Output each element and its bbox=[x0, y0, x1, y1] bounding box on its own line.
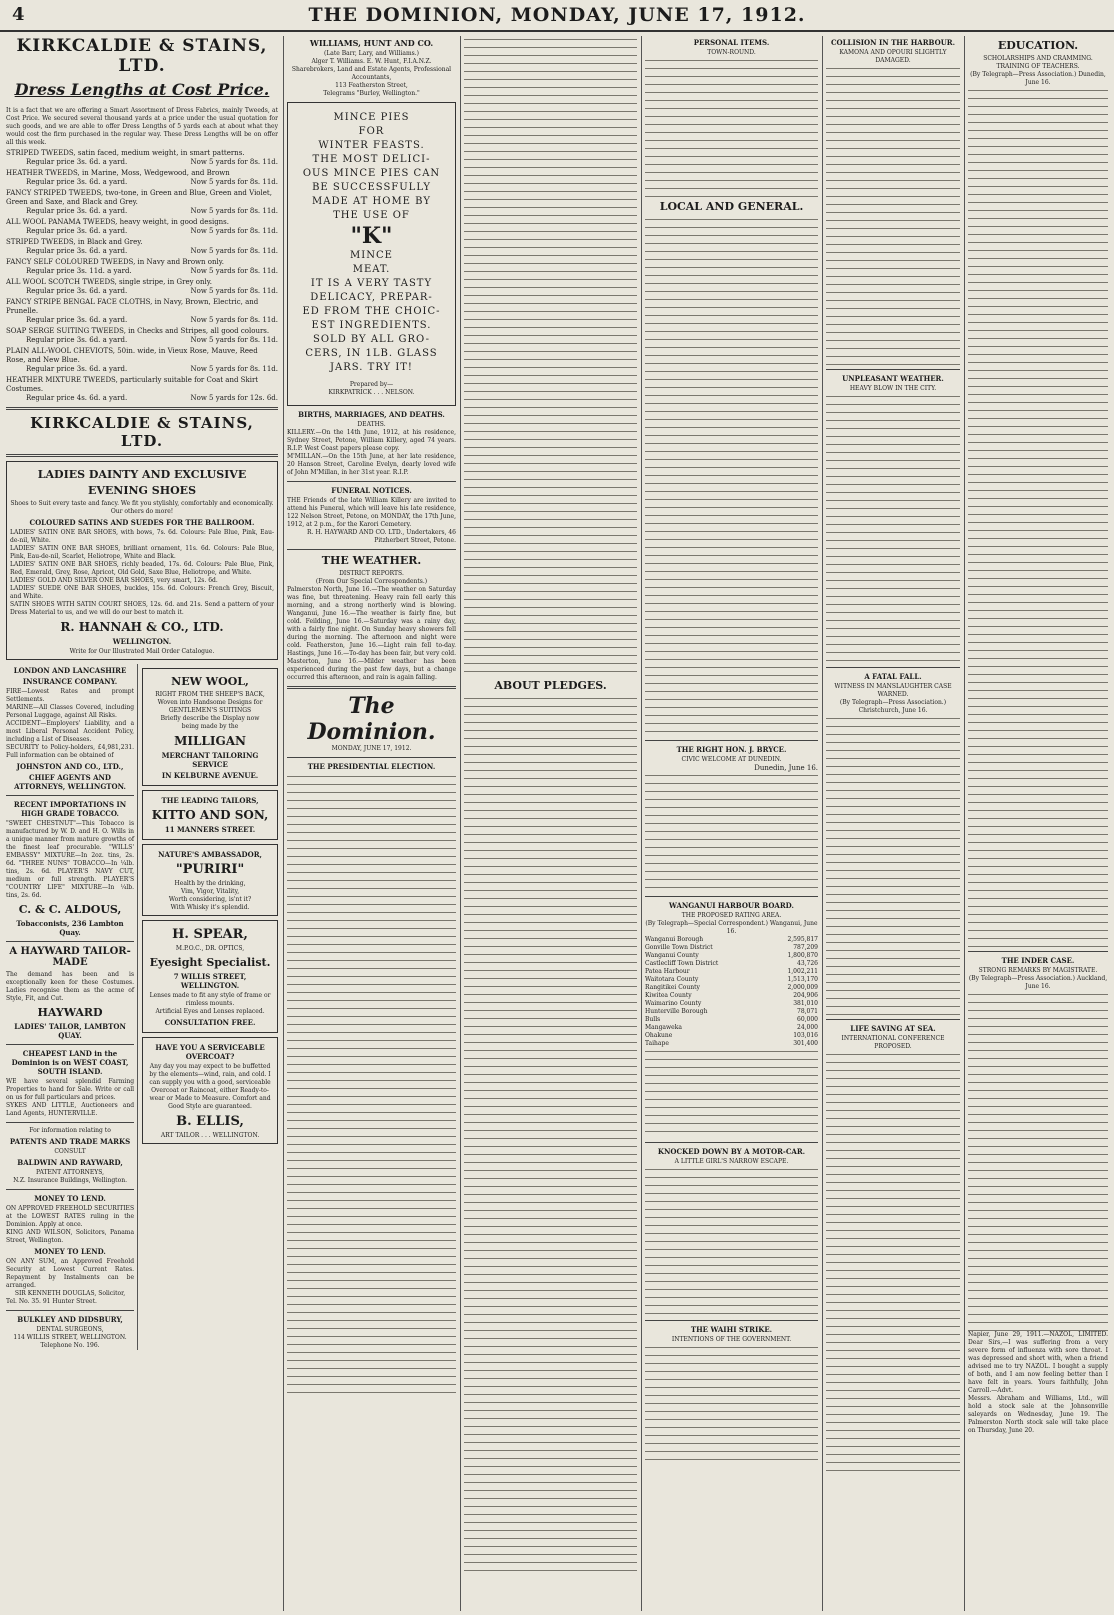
dress-item-name: ALL WOOL SCOTCH TWEEDS, single stripe, in Grey only. bbox=[6, 278, 212, 286]
fatal-title: A FATAL FALL. bbox=[864, 672, 922, 681]
puriri-line: With Whisky it's splendid. bbox=[170, 904, 250, 911]
patents-firm: BALDWIN AND RAYWARD, bbox=[17, 1158, 123, 1167]
new-wool-addr: IN KELBURNE AVENUE. bbox=[161, 771, 259, 780]
inder-sub: STRONG REMARKS BY MAGISTRATE. bbox=[978, 967, 1098, 974]
column-4 bbox=[645, 36, 818, 1611]
rating-area-name: Bulls bbox=[645, 1016, 661, 1023]
kitto-addr: 11 MANNERS STREET. bbox=[164, 825, 256, 834]
patents-addr: N.Z. Insurance Buildings, Wellington. bbox=[13, 1177, 127, 1184]
dress-item-name: STRIPED TWEEDS, satin faced, medium weight, in smart patterns. bbox=[6, 149, 245, 157]
mince-line: JARS. TRY IT! bbox=[330, 362, 413, 373]
rating-area-name: Kiwitea County bbox=[645, 992, 692, 999]
rating-area-value: 787,209 bbox=[793, 944, 818, 951]
dress-length-item bbox=[6, 327, 278, 345]
collision-text bbox=[826, 65, 960, 365]
aldous-firm: C. & C. ALDOUS, bbox=[18, 903, 122, 916]
waihi-title: THE WAIHI STRIKE. bbox=[690, 1325, 773, 1334]
dress-item-now: Now 5 yards for 8s. 11d. bbox=[190, 316, 278, 324]
dress-item-now: Now 5 yards for 8s. 11d. bbox=[190, 267, 278, 275]
dress-item-name: FANCY STRIPE BENGAL FACE CLOTHS, in Navy, Brown, Electric, and Prunelle. bbox=[6, 298, 259, 315]
ellis-title: HAVE YOU A SERVICEABLE OVERCOAT? bbox=[155, 1043, 265, 1061]
dress-length-item bbox=[6, 258, 278, 276]
dress-length-item bbox=[6, 298, 278, 325]
lifesaving-sub: INTERNATIONAL CONFERENCE PROPOSED. bbox=[841, 1035, 945, 1050]
leader-continued-text bbox=[464, 36, 637, 676]
personal-text bbox=[645, 57, 818, 197]
masthead bbox=[0, 0, 1114, 32]
death-notice: M'MILLAN.—On the 15th June, at her late residence, 20 Hanson Street, Caroline Evelyn, dearly loved wife of John M'Millan, in her 31st year. R.I.P. bbox=[287, 453, 456, 476]
collision-title: COLLISION IN THE HARBOUR. bbox=[830, 38, 956, 47]
dress-item-price-row bbox=[6, 336, 278, 345]
lifesaving-text bbox=[826, 1051, 960, 1471]
bryce-title: THE RIGHT HON. J. BRYCE. bbox=[676, 745, 787, 754]
bryce-text bbox=[645, 772, 818, 892]
column-3 bbox=[464, 36, 637, 1611]
waihi-sub: INTENTIONS OF THE GOVERNMENT. bbox=[671, 1336, 792, 1343]
rating-area-value: 204,906 bbox=[793, 992, 818, 999]
patents-title: PATENTS AND TRADE MARKS bbox=[9, 1137, 131, 1146]
dress-item-regular: Regular price 3s. 6d. a yard. bbox=[26, 287, 128, 295]
dress-item-now: Now 5 yards for 8s. 11d. bbox=[190, 287, 278, 295]
dress-item-price-row bbox=[6, 394, 278, 403]
page-number: 4 bbox=[12, 4, 25, 25]
spear-body: Lenses made to fit any style of frame or rimless mounts. bbox=[149, 992, 271, 1007]
bulkley-title: BULKLEY AND DIDSBURY, bbox=[17, 1315, 123, 1324]
education-title: EDUCATION. bbox=[997, 39, 1079, 52]
rating-area-name: Waimarino County bbox=[645, 1000, 702, 1007]
dress-item-now: Now 5 yards for 12s. 6d. bbox=[190, 394, 278, 402]
death-notice: KILLERY.—On the 14th June, 1912, at his residence, Sydney Street, Petone, William Killery, aged 74 years. R.I.P. West Coast papers please copy. bbox=[287, 429, 456, 452]
hayward-sub: LADIES' TAILOR, LAMBTON QUAY. bbox=[14, 1022, 126, 1040]
wanganui-title: WANGANUI HARBOUR BOARD. bbox=[669, 901, 794, 910]
dress-item-name: STRIPED TWEEDS, in Black and Grey. bbox=[6, 238, 143, 246]
dress-item-now: Now 5 yards for 8s. 11d. bbox=[190, 207, 278, 215]
mince-line: WINTER FEASTS. bbox=[318, 140, 425, 151]
new-wool-ad bbox=[142, 668, 278, 786]
dress-item-regular: Regular price 4s. 6d. a yard. bbox=[26, 394, 128, 402]
personal-sub: TOWN-ROUND. bbox=[707, 49, 756, 56]
rating-area-value: 24,000 bbox=[797, 1024, 818, 1031]
rating-row bbox=[645, 992, 818, 1000]
spear-addr: 7 WILLIS STREET, WELLINGTON. bbox=[173, 972, 247, 990]
rating-area-value: 301,400 bbox=[793, 1040, 818, 1047]
dress-item-name: HEATHER MIXTURE TWEEDS, particularly suitable for Coat and Skirt Costumes. bbox=[6, 376, 259, 393]
rating-area-name: Hunterville Borough bbox=[645, 1008, 708, 1015]
hannah-note: Write for Our Illustrated Mail Order Catalogue. bbox=[69, 648, 215, 655]
insurance-line: ACCIDENT—Employers' Liability, and a most Liberal Personal Accident Policy, including a List of Diseases. bbox=[6, 720, 135, 743]
dress-item-price-row bbox=[6, 227, 278, 236]
dress-item-price-row bbox=[6, 207, 278, 216]
weather-title: THE WEATHER. bbox=[321, 554, 422, 567]
williams-title: WILLIAMS, HUNT AND CO. bbox=[309, 38, 434, 48]
rating-area-value: 78,071 bbox=[797, 1008, 818, 1015]
mince-line: MINCE bbox=[350, 250, 393, 261]
aldous-addr: Tobacconists, 236 Lambton Quay. bbox=[16, 919, 124, 937]
puriri-line: Vim, Vigor, Vitality, bbox=[180, 888, 240, 895]
money-firm-2: SIR KENNETH DOUGLAS, Solicitor, bbox=[14, 1290, 126, 1297]
rating-area-name: Patea Harbour bbox=[645, 968, 690, 975]
dress-item-regular: Regular price 3s. 6d. a yard. bbox=[26, 178, 128, 186]
patents-sub: PATENT ATTORNEYS, bbox=[36, 1169, 105, 1176]
inder-text bbox=[968, 991, 1108, 1331]
hayward-body: The demand has been and is exceptionally keen for these Costumes. Ladies recognise them as the acme of Style, Fit, and Cut. bbox=[6, 971, 135, 1002]
dress-length-item bbox=[6, 347, 278, 374]
patents-consult: CONSULT bbox=[54, 1148, 86, 1155]
education-sub: SCHOLARSHIPS AND CRAMMING. bbox=[983, 55, 1093, 62]
pledges-text bbox=[464, 695, 637, 1575]
kitto-ad bbox=[142, 790, 278, 840]
rating-area-name: Castlecliff Town District bbox=[645, 960, 719, 967]
williams-sub: (Late Barr, Lary, and Williams.) bbox=[323, 50, 419, 57]
london-title: LONDON AND LANCASHIRE bbox=[13, 666, 127, 675]
kitto-firm: KITTO AND SON, bbox=[151, 808, 269, 822]
shoe-item: LADIES' GOLD AND SILVER ONE BAR SHOES, very smart, 12s. 6d. bbox=[10, 577, 218, 584]
rating-area-value: 1,800,870 bbox=[787, 952, 818, 959]
mince-line: IT IS A VERY TASTY bbox=[310, 278, 433, 289]
williams-desc: Sharebrokers, Land and Estate Agents, Professional Accountants, bbox=[291, 66, 452, 81]
masthead-title: THE DOMINION, MONDAY, JUNE 17, 1912. bbox=[308, 4, 806, 26]
rating-row bbox=[645, 1024, 818, 1032]
mince-line: ED FROM THE CHOIC- bbox=[302, 306, 441, 317]
dress-item-name: ALL WOOL PANAMA TWEEDS, heavy weight, in good designs. bbox=[6, 218, 229, 226]
new-wool-line: Woven into Handsome Designs for bbox=[157, 699, 263, 706]
spear-consultation: CONSULTATION FREE. bbox=[164, 1018, 256, 1027]
dress-item-now: Now 5 yards for 8s. 11d. bbox=[190, 178, 278, 186]
dominion-title: The Dominion. bbox=[307, 693, 436, 745]
dress-item-regular: Regular price 3s. 6d. a yard. bbox=[26, 158, 128, 166]
rating-row bbox=[645, 1008, 818, 1016]
personal-title: PERSONAL ITEMS. bbox=[693, 38, 770, 47]
new-wool-line: Briefly describe the Display now bbox=[160, 715, 260, 722]
column-rule bbox=[283, 36, 284, 1611]
puriri-pre: NATURE'S AMBASSADOR, bbox=[158, 850, 262, 859]
ellis-addr: ART TAILOR . . . WELLINGTON. bbox=[160, 1132, 260, 1139]
weather-sub: DISTRICT REPORTS. bbox=[339, 570, 404, 577]
nazol-text: Napier, June 29, 1911.—NAZOL, LIMITED. Dear Sirs,—I was suffering from a very severe form of influenza with sore throat. I was depressed and short with, when a friend advised me to try NAZOL. I bought a supply of both, and I am now feeling better than I have felt in years. Yours faithfully, John Carroll.—Advt. bbox=[968, 1331, 1108, 1394]
rating-area-name: Taihape bbox=[645, 1040, 669, 1047]
stock-sale-note: Messrs. Abraham and Williams, Ltd., will hold a stock sale at the Johnsonville saleyards on Wednesday, June 19. The Palmerston North stock sale will take place on Thursday, June 20. bbox=[968, 1395, 1108, 1434]
dress-item-now: Now 5 yards for 8s. 11d. bbox=[190, 227, 278, 235]
births-title: BIRTHS, MARRIAGES, AND DEATHS. bbox=[298, 410, 445, 419]
leader-body-text bbox=[287, 773, 456, 1393]
dress-item-now: Now 5 yards for 8s. 11d. bbox=[190, 158, 278, 166]
dress-length-item bbox=[6, 278, 278, 296]
hannah-heading-2: EVENING SHOES bbox=[87, 484, 197, 497]
pledges-title: ABOUT PLEDGES. bbox=[494, 679, 607, 692]
mince-meat-ad bbox=[287, 102, 456, 406]
funeral-firm: R. H. HAYWARD AND CO. LTD., Undertakers, 46 Pitzherbert Street, Petone. bbox=[307, 529, 456, 544]
rating-row bbox=[645, 944, 818, 952]
kirkcaldie-title: KIRKCALDIE & STAINS, LTD. bbox=[16, 36, 268, 76]
shoe-item: SATIN SHOES WITH SATIN COURT SHOES, 12s. 6d. and 21s. Send a pattern of your Dress Material to us, and we will do our best to match it. bbox=[10, 601, 274, 616]
dominion-date: MONDAY, JUNE 17, 1912. bbox=[331, 745, 412, 752]
column-2 bbox=[287, 36, 456, 1611]
collision-sub: KAMONA AND OPOURI SLIGHTLY DAMAGED. bbox=[839, 49, 947, 64]
column-1 bbox=[6, 36, 278, 1611]
bulkley-tel: Telephone No. 196. bbox=[40, 1342, 100, 1349]
london-sub: INSURANCE COMPANY. bbox=[22, 677, 118, 686]
money-firm: KING AND WILSON, Solicitors, Panama Street, Wellington. bbox=[6, 1229, 135, 1244]
bryce-dateline: Dunedin, June 16. bbox=[754, 764, 818, 772]
mince-prep: Prepared by— bbox=[349, 381, 394, 388]
mince-line: EST INGREDIENTS. bbox=[311, 320, 432, 331]
rating-row bbox=[645, 1032, 818, 1040]
dress-item-price-row bbox=[6, 287, 278, 296]
land-firm: SYKES AND LITTLE, Auctioneers and Land Agents, HUNTERVILLE. bbox=[6, 1102, 135, 1117]
mince-line: FOR bbox=[358, 126, 385, 137]
rating-area-value: 2,000,009 bbox=[787, 984, 818, 991]
dress-item-now: Now 5 yards for 8s. 11d. bbox=[190, 247, 278, 255]
column-rule bbox=[460, 36, 461, 1611]
knocked-sub: A LITTLE GIRL'S NARROW ESCAPE. bbox=[674, 1158, 789, 1165]
hannah-heading-1: LADIES DAINTY AND EXCLUSIVE bbox=[37, 468, 247, 481]
shoe-item: LADIES' SATIN ONE BAR SHOES, with bows, 7s. 6d. Colours: Pale Blue, Pink, Eau-de-nil, White. bbox=[10, 529, 274, 544]
rating-row bbox=[645, 1040, 818, 1048]
shoe-item: LADIES' SATIN ONE BAR SHOES, brilliant ornament, 11s. 6d. Colours: Pale Blue, Pink, Eau-de-nil, Scarlet, Heliotrope, White and Black. bbox=[10, 545, 274, 560]
insurance-line: FIRE—Lowest Rates and prompt Settlements. bbox=[6, 688, 135, 703]
new-wool-line: GENTLEMEN'S SUITINGS bbox=[168, 707, 252, 714]
dress-item-regular: Regular price 3s. 6d. a yard. bbox=[26, 336, 128, 344]
dress-length-item bbox=[6, 189, 278, 216]
dress-length-item bbox=[6, 218, 278, 236]
wanganui-dateline: (By Telegraph—Special Correspondent.) Wanganui, June 16. bbox=[645, 920, 818, 935]
spear-ad bbox=[142, 920, 278, 1033]
new-wool-firm: MILLIGAN bbox=[174, 734, 246, 748]
inder-title: THE INDER CASE. bbox=[1001, 956, 1075, 965]
ellis-firm: B. ELLIS, bbox=[176, 1114, 244, 1129]
rating-row bbox=[645, 1000, 818, 1008]
dress-item-price-row bbox=[6, 247, 278, 256]
land-body: WE have several splendid Farming Properties to hand for Sale. Write or call on us for full particulars and prices. bbox=[6, 1078, 135, 1101]
hannah-ad bbox=[6, 461, 278, 660]
mince-line: THE USE OF bbox=[333, 210, 410, 221]
hannah-firm: R. HANNAH & CO., LTD. bbox=[60, 620, 224, 634]
mince-line: CERS, IN 1LB. GLASS bbox=[305, 348, 438, 359]
dress-length-item bbox=[6, 238, 278, 256]
kirkcaldie-title-2: KIRKCALDIE & STAINS, LTD. bbox=[30, 414, 254, 450]
bulkley-addr: 114 WILLIS STREET, WELLINGTON. bbox=[13, 1334, 127, 1341]
spear-deg: M.P.O.C., DR. OPTICS, bbox=[175, 945, 245, 952]
waihi-text bbox=[645, 1344, 818, 1464]
money-title-2: MONEY TO LEND. bbox=[34, 1247, 106, 1256]
kirkcaldie-subtitle: Dress Lengths at Cost Price. bbox=[14, 80, 270, 99]
dress-item-name: SOAP SERGE SUITING TWEEDS, in Checks and Stripes, all good colours. bbox=[6, 327, 270, 335]
hayward-firm: HAYWARD bbox=[37, 1006, 103, 1019]
funeral-body: THE Friends of the late William Killery are invited to attend his Funeral, which will leave his late residence, 122 Nelson Street, Petone, on MONDAY, the 17th June, 1912, at 2 p.m., for the Karori Cemetery. bbox=[287, 497, 456, 528]
rating-area-name: Rangitikei County bbox=[645, 984, 700, 991]
dress-item-price-row bbox=[6, 158, 278, 167]
insurance-line: SECURITY to Policy-holders, £4,981,231. Full information can be obtained of bbox=[6, 744, 135, 759]
knocked-title: KNOCKED DOWN BY A MOTOR-CAR. bbox=[657, 1147, 806, 1156]
dress-item-now: Now 5 yards for 8s. 11d. bbox=[190, 365, 278, 373]
rating-area-value: 103,016 bbox=[793, 1032, 818, 1039]
fatal-dateline: (By Telegraph—Press Association.) Christchurch, June 16. bbox=[839, 699, 947, 714]
hannah-intro: Shoes to Suit every taste and fancy. We fit you stylishly, comfortably and economically. Our others do more! bbox=[10, 500, 274, 515]
new-wool-sub: MERCHANT TAILORING SERVICE bbox=[161, 751, 259, 769]
rating-row bbox=[645, 968, 818, 976]
unpleasant-text bbox=[826, 393, 960, 663]
new-wool-lines bbox=[146, 691, 274, 731]
wanganui-sub: THE PROPOSED RATING AREA. bbox=[681, 912, 782, 919]
shoe-item: LADIES' SUEDE ONE BAR SHOES, buckles, 15s. 6d. Colours: French Grey, Biscuit, and White. bbox=[10, 585, 274, 600]
rating-area-value: 60,000 bbox=[797, 1016, 818, 1023]
small-ads-right bbox=[142, 664, 278, 1350]
mince-line: MINCE PIES bbox=[333, 112, 410, 123]
rating-row bbox=[645, 1016, 818, 1024]
aldous-heading: RECENT IMPORTATIONS IN HIGH GRADE TOBACCO. bbox=[13, 800, 127, 818]
rating-area-value: 1,513,170 bbox=[787, 976, 818, 983]
hannah-place: WELLINGTON. bbox=[112, 637, 172, 646]
rating-area-name: Waitotara County bbox=[645, 976, 699, 983]
dress-item-price-row bbox=[6, 365, 278, 374]
knocked-text bbox=[645, 1166, 818, 1316]
column-rule bbox=[641, 36, 642, 1611]
education-dateline: (By Telegraph—Press Association.) Dunedin, June 16. bbox=[970, 71, 1106, 86]
wanganui-table bbox=[645, 936, 818, 1048]
small-ads-left bbox=[6, 664, 138, 1350]
column-rule bbox=[822, 36, 823, 1611]
patents-pre: For information relating to bbox=[29, 1127, 111, 1134]
mince-line: MEAT. bbox=[352, 264, 391, 275]
dress-item-price-row bbox=[6, 178, 278, 187]
dress-length-item bbox=[6, 149, 278, 167]
rating-area-value: 2,595,817 bbox=[787, 936, 818, 943]
dress-item-regular: Regular price 3s. 6d. a yard. bbox=[26, 227, 128, 235]
weather-body: Palmerston North, June 16.—The weather on Saturday was fine, but threatening. Heavy rain fell early this morning, and a strong northerly wind is blowing. Wanganui, June 16.—The weather is fairly fine, but cold. Feilding, June 16.—Saturday was a rainy day, with a fairly fine night. On Sunday heavy showers fell during the morning. The afternoon and night were cold. Featherston, June 16.—Light rain fell to-day. Hastings, June 16.—To-day has been fair, but very cold. Masterton, June 16.—Milder weather has been experienced during the past few days, but a change occurred this afternoon, and rain is again falling. bbox=[287, 586, 456, 681]
dress-item-regular: Regular price 3s. 6d. a yard. bbox=[26, 316, 128, 324]
fatal-sub: WITNESS IN MANSLAUGHTER CASE WARNED. bbox=[834, 683, 952, 698]
ellis-body: Any day you may expect to be buffetted by the elements—wind, rain, and cold. I can supply you with a good, serviceable Overcoat or Raincoat, either Ready-to-wear or Made to Measure. Comfort and Good Style are guaranteed. bbox=[149, 1063, 271, 1110]
mince-brand: "K" bbox=[350, 223, 393, 249]
mince-line: DELICACY, PREPAR- bbox=[310, 292, 433, 303]
williams-tel: Telegrams "Burley, Wellington." bbox=[323, 90, 420, 97]
dress-item-now: Now 5 yards for 8s. 11d. bbox=[190, 336, 278, 344]
puriri-lines bbox=[146, 880, 274, 912]
rating-row bbox=[645, 976, 818, 984]
aldous-body: "SWEET CHESTNUT"—This Tobacco is manufactured by W. D. and H. O. Wills in a unique manner from mature growths of the finest leaf procurable. "WILLS' EMBASSY" MIXTURE—In 2oz. tins, 2s. 6d. "THREE NUNS" TOBACCO—In ¼lb. tins, 2s. 6d. PLAYER'S NAVY CUT, medium or full strength. PLAYER'S "COUNTRY LIFE" MIXTURE—In ¼lb. tins, 2s. 6d. bbox=[6, 820, 135, 899]
mince-lines-2 bbox=[292, 249, 451, 375]
williams-addr: 113 Featherston Street, bbox=[335, 82, 408, 89]
rating-area-value: 381,010 bbox=[793, 1000, 818, 1007]
dress-item-price-row bbox=[6, 267, 278, 276]
local-title: LOCAL AND GENERAL. bbox=[659, 200, 804, 213]
mince-maker: KIRKPATRICK . . . NELSON. bbox=[328, 389, 415, 396]
small-ads-split bbox=[6, 664, 278, 1350]
kirkcaldie-intro: It is a fact that we are offering a Smart Assortment of Dress Fabrics, mainly Tweeds, at Cost Price. We secured several thousand yards at a price under the usual quotation for such goods, and we are able to offer Dress Lengths of 5 yards each at about what they would cost the firm purchased in the regular way. These Dress Lengths will be on offer all this week. bbox=[6, 107, 278, 146]
money-body: ON APPROVED FREEHOLD SECURITIES at the LOWEST RATES ruling in the Dominion. Apply at once. bbox=[6, 1205, 135, 1228]
dress-length-item bbox=[6, 169, 278, 187]
new-wool-line: being made by the bbox=[181, 723, 239, 730]
ellis-ad bbox=[142, 1037, 278, 1144]
mince-line: THE MOST DELICI- bbox=[312, 154, 431, 165]
williams-names: Alger T. Williams. E. W. Hunt, F.I.A.N.Z. bbox=[311, 58, 432, 65]
inder-dateline: (By Telegraph—Press Association.) Auckland, June 16. bbox=[968, 975, 1108, 990]
dress-item-name: FANCY STRIPED TWEEDS, two-tone, in Green and Blue, Green and Violet, Green and Saxe, and Black and Grey. bbox=[6, 189, 272, 206]
rating-row bbox=[645, 936, 818, 944]
wanganui-text bbox=[645, 1048, 818, 1138]
rating-row bbox=[645, 960, 818, 968]
bryce-sub: CIVIC WELCOME AT DUNEDIN. bbox=[681, 756, 782, 763]
rating-area-name: Ohakune bbox=[645, 1032, 673, 1039]
leader-title: THE PRESIDENTIAL ELECTION. bbox=[307, 762, 436, 771]
spear-firm: H. SPEAR, bbox=[172, 927, 248, 942]
lifesaving-title: LIFE SAVING AT SEA. bbox=[850, 1024, 936, 1033]
bulkley-sub: DENTAL SURGEONS, bbox=[36, 1326, 104, 1333]
money-body-2: ON ANY SUM, an Approved Freehold Security at Lowest Current Rates. Repayment by Instalments can be arranged. bbox=[6, 1258, 135, 1289]
dress-item-regular: Regular price 3s. 6d. a yard. bbox=[26, 365, 128, 373]
puriri-brand: "PURIRI" bbox=[175, 862, 245, 877]
insurance-line: MARINE—All Classes Covered, including Personal Luggage, against All Risks. bbox=[6, 704, 135, 719]
land-title: CHEAPEST LAND in the Dominion is on WEST COAST, SOUTH ISLAND. bbox=[11, 1049, 129, 1076]
rating-row bbox=[645, 984, 818, 992]
mince-line: MADE AT HOME BY bbox=[312, 196, 431, 207]
mince-line: OUS MINCE PIES CAN bbox=[302, 168, 441, 179]
london-agents-2: CHIEF AGENTS AND ATTORNEYS, WELLINGTON. bbox=[14, 773, 126, 791]
london-lines bbox=[6, 688, 134, 760]
puriri-line: Health by the drinking, bbox=[174, 880, 246, 887]
spear-title: Eyesight Specialist. bbox=[149, 956, 271, 969]
column-6 bbox=[968, 36, 1108, 1611]
education-text bbox=[968, 87, 1108, 947]
rating-area-name: Mangaweka bbox=[645, 1024, 682, 1031]
column-5 bbox=[826, 36, 960, 1611]
kirkcaldie-items bbox=[6, 149, 278, 403]
dress-item-regular: Regular price 3s. 6d. a yard. bbox=[26, 207, 128, 215]
mince-line: SOLD BY ALL GRO- bbox=[313, 334, 430, 345]
dress-item-name: HEATHER TWEEDS, in Marine, Moss, Wedgewood, and Brown bbox=[6, 169, 230, 177]
new-wool-title: NEW WOOL, bbox=[171, 675, 249, 688]
new-wool-line: RIGHT FROM THE SHEEP'S BACK, bbox=[155, 691, 265, 698]
shoe-item: LADIES' SATIN ONE BAR SHOES, richly beaded, 17s. 6d. Colours: Pale Blue, Pink, Red, Emerald, Grey, Rose, Apricot, Old Gold, Saxe Blue, Heliotrope, and White. bbox=[10, 561, 274, 576]
funeral-title: FUNERAL NOTICES. bbox=[331, 486, 412, 495]
dress-item-name: FANCY SELF COLOURED TWEEDS, in Navy and Brown only. bbox=[6, 258, 224, 266]
mince-lines bbox=[292, 111, 451, 223]
local-text bbox=[645, 216, 818, 736]
births-items bbox=[287, 429, 456, 477]
money-title: MONEY TO LEND. bbox=[34, 1194, 106, 1203]
rating-area-name: Wanganui Borough bbox=[645, 936, 704, 943]
unpleasant-title: UNPLEASANT WEATHER. bbox=[842, 374, 944, 383]
dress-item-price-row bbox=[6, 316, 278, 325]
rating-row bbox=[645, 952, 818, 960]
hayward-title: A HAYWARD TAILOR-MADE bbox=[9, 946, 131, 968]
puriri-ad bbox=[142, 844, 278, 916]
london-agents: JOHNSTON AND CO., LTD., bbox=[16, 762, 124, 771]
dress-item-name: PLAIN ALL-WOOL CHEVIOTS, 50in. wide, in Vieux Rose, Mauve, Reed Rose, and New Blue. bbox=[6, 347, 258, 364]
mince-line: BE SUCCESSFULLY bbox=[312, 182, 431, 193]
rating-area-name: Wanganui County bbox=[645, 952, 699, 959]
weather-sub-2: (From Our Special Correspondents.) bbox=[315, 578, 428, 585]
unpleasant-sub: HEAVY BLOW IN THE CITY. bbox=[849, 385, 937, 392]
rating-area-value: 43,726 bbox=[797, 960, 818, 967]
puriri-line: Worth considering, is'nt it? bbox=[168, 896, 252, 903]
rating-area-name: Gonville Town District bbox=[645, 944, 713, 951]
education-sub-2: TRAINING OF TEACHERS. bbox=[996, 63, 1080, 70]
kitto-pre: THE LEADING TAILORS, bbox=[161, 796, 259, 805]
fatal-text bbox=[826, 715, 960, 1015]
rating-area-value: 1,002,211 bbox=[787, 968, 818, 975]
dress-item-regular: Regular price 3s. 6d. a yard. bbox=[26, 247, 128, 255]
spear-body-2: Artificial Eyes and Lenses replaced. bbox=[155, 1008, 265, 1015]
hannah-sub: COLOURED SATINS AND SUEDES FOR THE BALLROOM. bbox=[29, 518, 255, 527]
births-sub: DEATHS. bbox=[357, 421, 386, 428]
hannah-items bbox=[10, 529, 274, 617]
column-rule bbox=[964, 36, 965, 1611]
dress-item-regular: Regular price 3s. 11d. a yard. bbox=[26, 267, 132, 275]
dress-length-item bbox=[6, 376, 278, 403]
money-tel: Tel. No. 35. 91 Hunter Street. bbox=[6, 1298, 97, 1305]
